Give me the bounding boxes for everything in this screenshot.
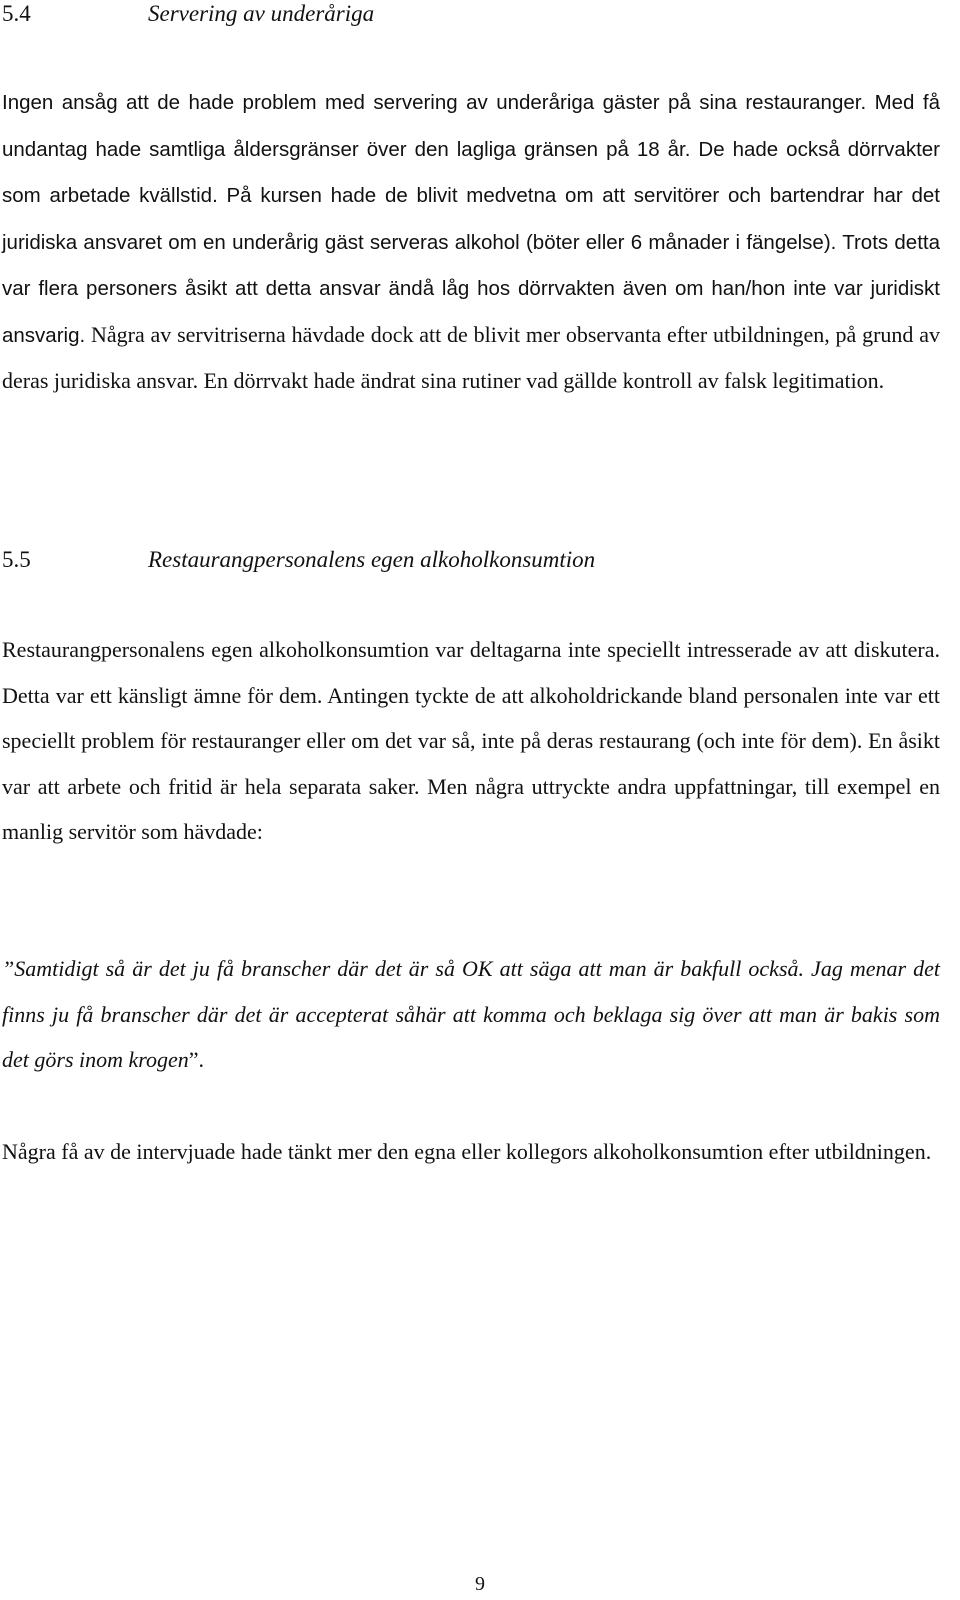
paragraph-serif-part: Några av servitriserna hävdade dock att de blivit mer observanta efter utbildningen, på grund av deras juridiska ansvar. En dörrvakt hade ändrat sina rutiner vad gällde kontroll av falsk legitimation. <box>2 321 940 393</box>
paragraph-underage-serving <box>2 79 940 404</box>
page-number: 9 <box>475 1573 485 1595</box>
quote-closing-mark: ”. <box>188 1047 205 1072</box>
paragraph-staff-alcohol: Restaurangpersonalens egen alkoholkonsumtion var deltagarna inte speciellt intresserade av att diskutera. Detta var ett känsligt ämne för dem. Antingen tyckte de att alkoholdrickande bland personalen inte var ett speciellt problem för restauranger eller om det var så, inte på deras restaurang (och inte för dem). En åsikt var att arbete och fritid är hela separata saker. Men några uttryckte andra uppfattningar, till exempel en manlig servitör som hävdade: <box>2 637 940 844</box>
quote-text: ”Samtidigt så är det ju få branscher där det är så OK att säga att man är bakfull också. Jag menar det finns ju få branscher där det är accepterat såhär att komma och beklaga sig över att man är bakis som det görs inom krogen <box>2 956 940 1072</box>
interview-quote <box>2 946 940 1083</box>
paragraph-after-training: Några få av de intervjuade hade tänkt mer den egna eller kollegors alkoholkonsumtion efter utbildningen. <box>2 1139 932 1164</box>
section-number: 5.4 <box>2 1 31 26</box>
section-title: Restaurangpersonalens egen alkoholkonsumtion <box>148 547 596 572</box>
section-number: 5.5 <box>2 547 31 572</box>
section-title: Servering av underåriga <box>148 1 375 26</box>
paragraph-sans-part: Ingen ansåg att de hade problem med servering av underåriga gäster på sina restauranger. Med få undantag hade samtliga åldersgränser över den lagliga gränsen på 18 år. De hade också dörrvakter som arbetade kvällstid. På kursen hade de blivit medvetna om att servitörer och bartendrar har det juridiska ansvaret om en underårig gäst serveras alkohol (böter eller 6 månader i fängelse). Trots detta var flera personers åsikt att detta ansvar ändå låg hos dörrvakten även om han/hon inte var juridiskt ansvarig. <box>2 91 940 347</box>
